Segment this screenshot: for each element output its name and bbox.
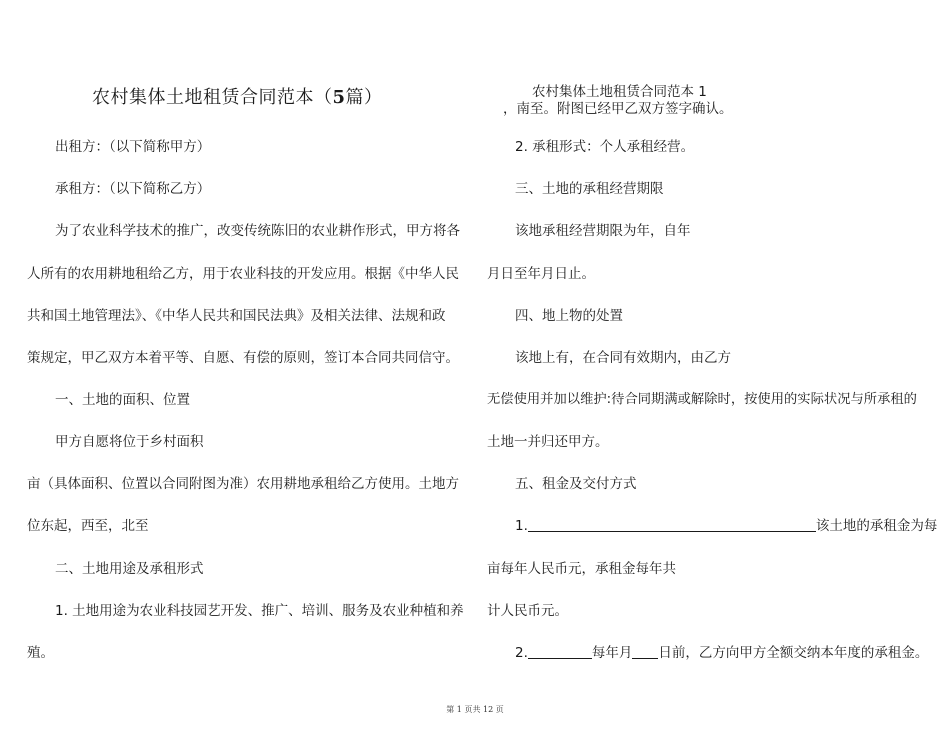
section-3-line-1: 该地承租经营期限为年，自年 xyxy=(515,223,691,239)
section-5-heading: 五、租金及交付方式 xyxy=(515,476,637,492)
section-4-line-3: 土地一并归还甲方。 xyxy=(487,434,609,450)
title-tail: 篇） xyxy=(345,87,383,108)
preamble-line-2: 人所有的农用耕地租给乙方，用于农业科技的开发应用。根据《中华人民 xyxy=(27,266,459,282)
document-title xyxy=(92,86,383,110)
rent-clause-1-text: 该土地的承租金为每 xyxy=(815,518,938,534)
right-header-title: 农村集体土地租赁合同范本 1 xyxy=(532,84,707,100)
preamble-line-3: 共和国土地管理法》、《中华人民共和国民法典》及相关法律、法规和政 xyxy=(27,308,446,324)
preamble-line-1: 为了农业科学技术的推广，改变传统陈旧的农业耕作形式，甲方将各 xyxy=(55,223,460,239)
rent-clause-1-number: 1. xyxy=(515,518,528,534)
section-3-line-2: 月日至年月日止。 xyxy=(487,266,595,282)
rent-clause-2-number: 2. xyxy=(515,645,528,661)
section-4-line-1: 该地上有，在合同有效期内，由乙方 xyxy=(515,350,731,366)
page-footer: 第 1 页共 12 页 xyxy=(446,705,504,714)
preamble-line-4: 策规定，甲乙双方本着平等、自愿、有偿的原则，签订本合同共同信守。 xyxy=(27,350,459,366)
rent-clause-1-blank xyxy=(528,517,816,532)
section-1-line-3: 位东起，西至，北至 xyxy=(27,518,149,534)
rent-clause-2-blank-2 xyxy=(632,644,658,659)
rent-clause-2-blank-1 xyxy=(528,644,592,659)
rent-clause-1 xyxy=(515,517,937,535)
rent-clause-2-text-2: 日前，乙方向甲方全额交纳本年度的承租金。 xyxy=(658,645,929,661)
title-count: 5 xyxy=(332,87,346,108)
section-1-line-2: 亩（具体面积、位置以合同附图为准）农用耕地承租给乙方使用。土地方 xyxy=(27,476,459,492)
rent-clause-2 xyxy=(515,644,928,662)
right-header-continuation: ，南至。附图已经甲乙双方签字确认。 xyxy=(503,101,733,117)
title-main: 农村集体土地租赁合同范本（ xyxy=(92,87,333,108)
lease-form-line: 2. 承租形式：个人承租经营。 xyxy=(515,139,695,155)
section-4-heading: 四、地上物的处置 xyxy=(515,308,623,324)
section-2-line-1: 1. 土地用途为农业科技园艺开发、推广、培训、服务及农业种植和养 xyxy=(55,603,464,619)
rent-clause-1-line-3: 计人民币元。 xyxy=(487,603,568,619)
rent-clause-2-text-1: 每年月 xyxy=(591,645,633,661)
section-2-heading: 二、土地用途及承租形式 xyxy=(55,561,204,577)
rent-clause-1-line-2: 亩每年人民币元，承租金每年共 xyxy=(487,561,676,577)
section-1-heading: 一、土地的面积、位置 xyxy=(55,392,190,408)
lessee-line: 承租方：（以下简称乙方） xyxy=(55,181,211,197)
lessor-line: 出租方：（以下简称甲方） xyxy=(55,139,211,155)
section-4-line-2: 无偿使用并加以维护:待合同期满或解除时，按使用的实际状况与所承租的 xyxy=(487,392,917,407)
section-1-line-1: 甲方自愿将位于乡村面积 xyxy=(55,434,204,450)
section-2-line-2: 殖。 xyxy=(27,645,54,661)
section-3-heading: 三、土地的承租经营期限 xyxy=(515,181,664,197)
